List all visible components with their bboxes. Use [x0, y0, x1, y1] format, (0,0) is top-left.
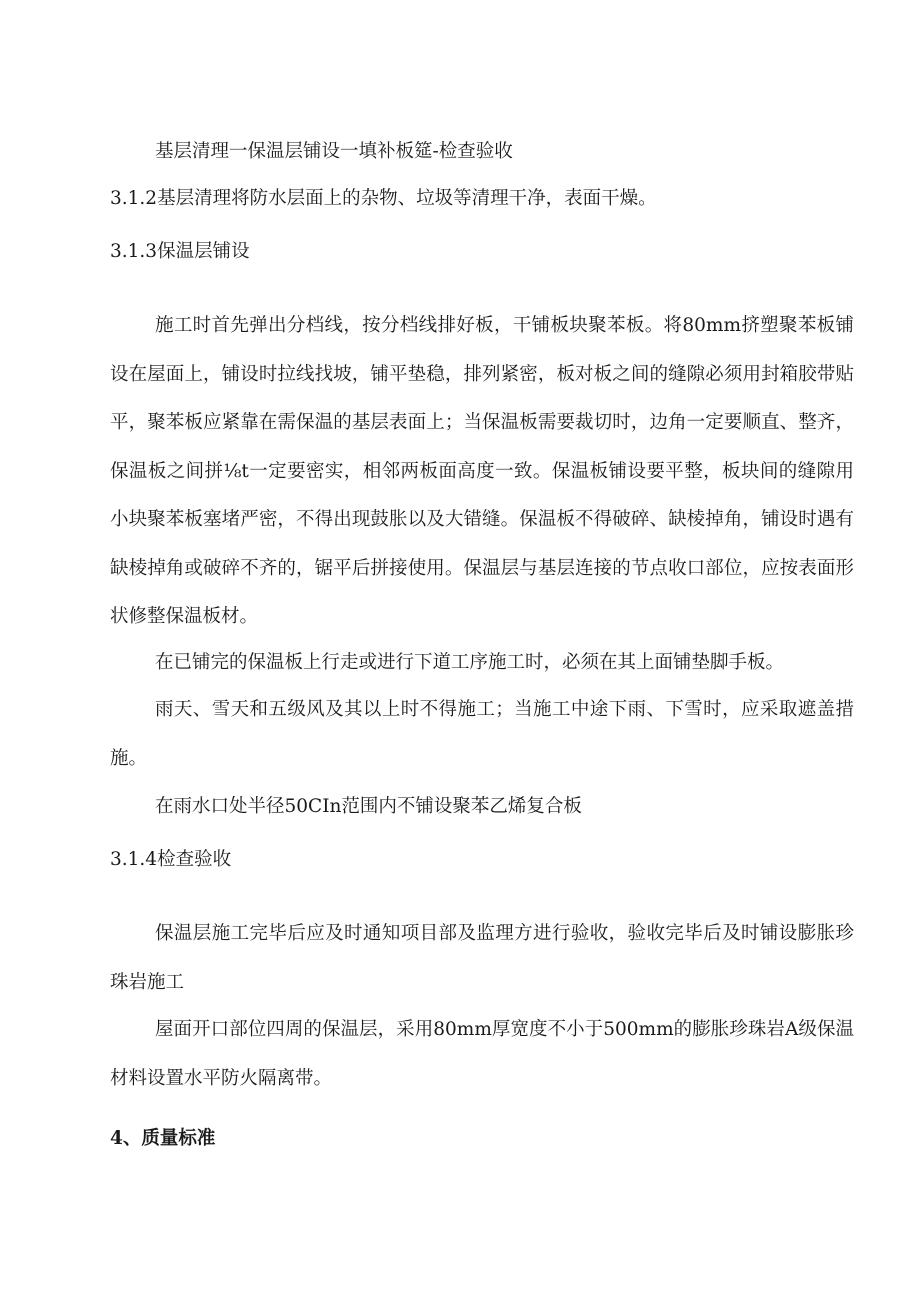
acceptance-paragraph: 保温层施工完毕后应及时通知项目部及监理方进行验收，验收完毕后及时铺设膨胀珍珠岩施工 — [110, 923, 854, 993]
section-3-1-2-text: 3.1.2基层清理将防水层面上的杂物、垃圾等清理干净，表面干燥。 — [110, 188, 657, 209]
weather-paragraph: 雨天、雪天和五级风及其以上时不得施工；当施工中途下雨、下雪时，应采取遮盖措施。 — [110, 699, 854, 769]
section-3-1-4-heading: 3.1.4检查验收 — [110, 849, 232, 870]
section-3-1-3-heading: 3.1.3保温层铺设 — [110, 241, 250, 262]
process-flow-line: 基层清理一保温层铺设一填补板筵-检查验收 — [155, 141, 513, 162]
section-4-heading: 4、质量标准 — [110, 1128, 216, 1149]
walkway-paragraph: 在已铺完的保温板上行走或进行下道工序施工时，必须在其上面铺垫脚手板。 — [155, 652, 785, 673]
fire-belt-paragraph: 屋面开口部位四周的保温层，采用80mm厚宽度不小于500mm的膨胀珍珠岩A级保温材料设置水平防火隔离带。 — [110, 1019, 854, 1089]
rain-outlet-paragraph: 在雨水口处半径50CIn范围内不铺设聚苯乙烯复合板 — [155, 796, 582, 817]
insulation-install-paragraph: 施工时首先弹出分档线，按分档线排好板，干铺板块聚苯板。将80mm挤塑聚苯板铺设在屋面上，铺设时拉线找坡，铺平垫稳，排列紧密，板对板之间的缝隙必须用封箱胶带贴平，聚苯板应紧靠在需保温的基层表面上；当保温板需要裁切时，边角一定要顺直、整齐，保温板之间拼⅛t一定要密实，相邻两板面高度一致。保温板铺设要平整，板块间的缝隙用小块聚苯板塞堵严密，不得出现鼓胀以及大错缝。保温板不得破碎、缺棱掉角，铺设时遇有缺棱掉角或破碎不齐的，锯平后拼接使用。保温层与基层连接的节点收口部位，应按表面形状修整保温板材。 — [110, 315, 854, 627]
